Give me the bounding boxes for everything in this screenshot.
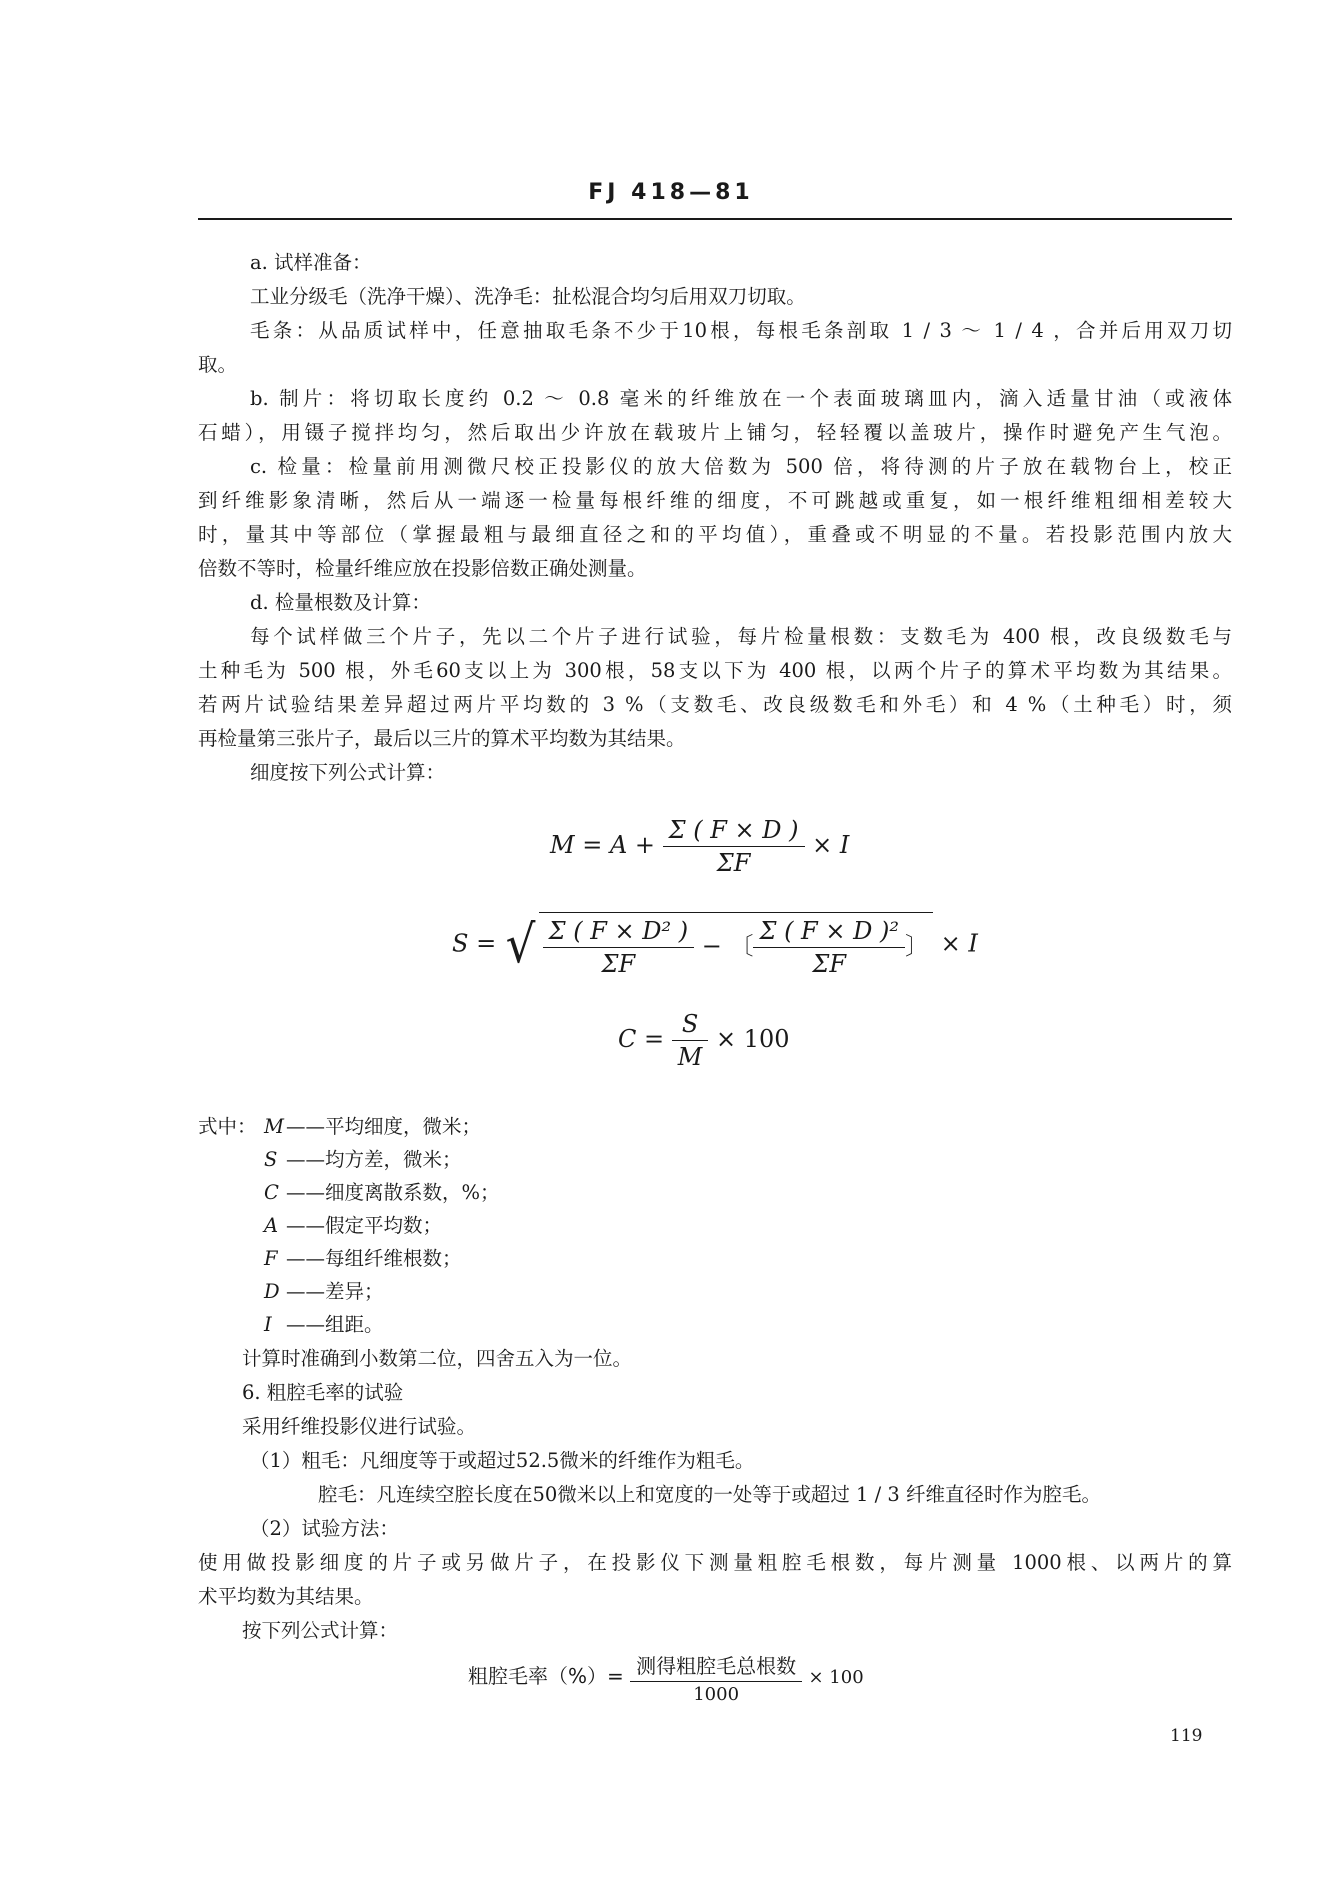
formula-mean-fineness [550,816,849,877]
formula-intro: 细度按下列公式计算： [250,761,446,784]
sqrt-content [539,912,933,978]
formula-cv [618,1010,790,1071]
section-c-line-1: c. 检量：检量前用测微尺校正投影仪的放大倍数为 500 倍，将待测的片子放在载物台上，校正 [250,455,1232,478]
section-d-title: d. 检量根数及计算： [250,591,431,614]
standard-code-header: FJ 418—81 [588,180,754,205]
formula-std-lhs: S = [452,929,497,958]
section-c-line-3: 时，量其中等部位（掌握最粗与最细直径之和的平均值），重叠或不明显的不量。若投影范围内放大 [198,523,1232,546]
formula-cv-tail: × 100 [715,1025,790,1053]
definition-item: F ——每组纤维根数； [264,1247,462,1270]
section-c-line-4: 倍数不等时，检量纤维应放在投影倍数正确处测量。 [198,557,647,580]
formula-std-deviation [452,912,978,978]
formula-rate-tail: × 100 [808,1667,864,1688]
section-6-item-1b: 腔毛：凡连续空腔长度在50微米以上和宽度的一处等于或超过 1 / 3 纤维直径时作为腔毛。 [318,1483,1101,1506]
section-c-line-2: 到纤维影象清晰，然后从一端逐一检量每根纤维的细度，不可跳越或重复，如一根纤维粗细相差较大 [198,489,1232,512]
section-6-item-1: （1）粗毛：凡细度等于或超过52.5微米的纤维作为粗毛。 [250,1449,755,1472]
precision-note: 计算时准确到小数第二位，四舍五入为一位。 [242,1347,633,1370]
header-rule [198,218,1232,220]
formula-std-denominator-2: ΣF [812,950,847,978]
formula-std-right-bracket: 〕 [904,932,929,960]
section-d-line-1: 每个试样做三个片子，先以二个片子进行试验，每片检量根数：支数毛为 400 根，改良级数毛与 [250,625,1232,648]
formula-mean-fraction [663,816,805,877]
formula-cv-lhs: C = [618,1025,665,1053]
formula-mean-numerator: Σ ( F × D ) [663,816,805,847]
section-a-line-3: 取。 [198,353,238,376]
formula-rate-numerator: 测得粗腔毛总根数 [630,1650,802,1682]
section-b-line-2: 石蜡），用镊子搅拌均匀，然后取出少许放在载玻片上铺匀，轻轻覆以盖玻片，操作时避免产生气泡。 [198,421,1232,444]
page-number: 119 [1170,1726,1203,1746]
formula-mean-tail: × I [812,831,850,859]
section-6-title: 6. 粗腔毛率的试验 [242,1381,404,1404]
sqrt-symbol: √ [505,915,536,975]
definition-item: I ——组距。 [264,1313,384,1336]
section-d-line-3: 若两片试验结果差异超过两片平均数的 3 %（支数毛、改良级数毛和外毛）和 4 %（土种毛）时，须 [198,693,1232,716]
formula-rate-denominator: 1000 [693,1684,740,1705]
section-6-method-line-2: 术平均数为其结果。 [198,1585,374,1608]
formula-cv-numerator: S [672,1010,709,1041]
formula-std-numerator-2: Σ ( F × D )² [753,917,904,948]
section-d-line-4: 再检量第三张片子，最后以三片的算术平均数为其结果。 [198,727,686,750]
section-6-formula-intro: 按下列公式计算： [242,1619,399,1642]
formula-cv-fraction [672,1010,709,1071]
formula-std-denominator-1: ΣF [601,950,636,978]
formula-std-left-bracket: 〔 [729,932,754,960]
formula-std-minus: − [701,932,722,960]
formula-rate-lhs: 粗腔毛率（%）= [468,1664,624,1688]
definitions-intro: 式中： [198,1115,257,1138]
formula-rate-fraction [630,1650,802,1705]
formula-mean-denominator: ΣF [716,849,751,877]
definition-item: A ——假定平均数； [264,1214,443,1237]
section-a-line-1: 工业分级毛（洗净干燥）、洗净毛：扯松混合均匀后用双刀切取。 [250,285,806,308]
section-6-item-2: （2）试验方法： [250,1517,399,1540]
formula-std-tail: × I [940,929,978,958]
section-a-line-2: 毛条：从品质试样中，任意抽取毛条不少于10根，每根毛条剖取 1 / 3 ～ 1 / 4 ，合并后用双刀切 [250,319,1232,342]
formula-std-fraction-1 [543,917,694,978]
section-d-line-2: 土种毛为 500 根，外毛60支以上为 300根，58支以下为 400 根，以两个片子的算术平均数为其结果。 [198,659,1232,682]
section-6-line-1: 采用纤维投影仪进行试验。 [242,1415,477,1438]
formula-std-fraction-2 [753,917,904,978]
section-6-method-line-1: 使用做投影细度的片子或另做片子，在投影仪下测量粗腔毛根数，每片测量 1000根、以两片的算 [198,1551,1232,1574]
definition-item: S ——均方差，微米； [264,1148,462,1171]
section-a-title: a. 试样准备： [250,251,372,274]
definition-item: D ——差异； [264,1280,384,1303]
definition-item: M ——平均细度，微米； [264,1115,482,1138]
definition-item: C ——细度离散系数，%； [264,1181,500,1204]
formula-coarse-medullated-rate [468,1650,864,1705]
formula-mean-lhs: M = A + [550,831,656,859]
section-b-line-1: b. 制片：将切取长度约 0.2 ～ 0.8 毫米的纤维放在一个表面玻璃皿内，滴入适量甘油（或液体 [250,387,1232,410]
formula-cv-denominator: M [677,1043,703,1071]
formula-std-numerator-1: Σ ( F × D² ) [543,917,694,948]
